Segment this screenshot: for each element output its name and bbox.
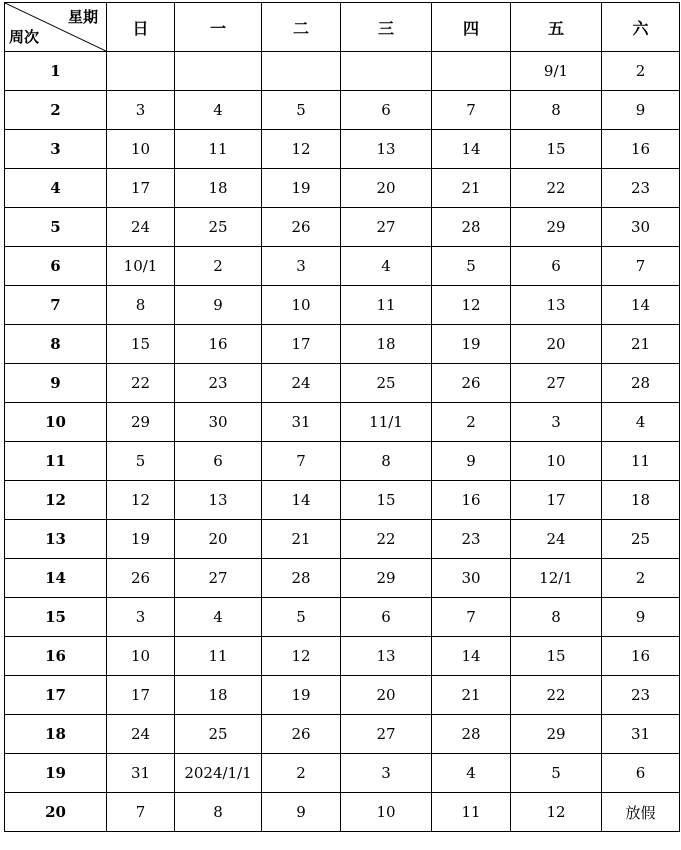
date-cell: 14 <box>432 637 511 676</box>
date-cell: 16 <box>175 325 262 364</box>
date-cell: 28 <box>262 559 341 598</box>
date-cell: 4 <box>175 598 262 637</box>
date-cell: 29 <box>511 208 602 247</box>
week-number: 17 <box>5 676 107 715</box>
date-cell: 4 <box>175 91 262 130</box>
table-row <box>5 559 680 598</box>
date-cell: 9 <box>602 91 680 130</box>
day-header-tue: 二 <box>262 3 341 52</box>
week-number: 20 <box>5 793 107 832</box>
date-cell: 13 <box>341 637 432 676</box>
date-cell: 28 <box>432 208 511 247</box>
date-cell: 24 <box>107 715 175 754</box>
date-cell: 2 <box>262 754 341 793</box>
date-cell: 8 <box>175 793 262 832</box>
date-cell: 6 <box>175 442 262 481</box>
date-cell: 5 <box>107 442 175 481</box>
date-cell: 9 <box>602 598 680 637</box>
date-cell: 16 <box>602 637 680 676</box>
day-header-thu: 四 <box>432 3 511 52</box>
date-cell: 28 <box>602 364 680 403</box>
date-cell: 30 <box>602 208 680 247</box>
table-row <box>5 130 680 169</box>
date-cell: 17 <box>511 481 602 520</box>
date-cell: 4 <box>432 754 511 793</box>
date-cell: 6 <box>602 754 680 793</box>
date-cell: 11 <box>432 793 511 832</box>
day-header-sun: 日 <box>107 3 175 52</box>
date-cell: 20 <box>175 520 262 559</box>
date-cell: 31 <box>262 403 341 442</box>
date-cell: 26 <box>432 364 511 403</box>
date-cell: 11 <box>175 130 262 169</box>
date-cell: 8 <box>511 598 602 637</box>
date-cell: 18 <box>175 676 262 715</box>
date-cell: 11/1 <box>341 403 432 442</box>
date-cell: 3 <box>511 403 602 442</box>
date-cell: 25 <box>175 208 262 247</box>
week-number: 14 <box>5 559 107 598</box>
date-cell: 28 <box>432 715 511 754</box>
date-cell: 2024/1/1 <box>175 754 262 793</box>
week-number: 12 <box>5 481 107 520</box>
date-cell: 17 <box>107 676 175 715</box>
header-row <box>5 3 680 52</box>
table-row <box>5 169 680 208</box>
date-cell: 7 <box>432 598 511 637</box>
date-cell: 4 <box>341 247 432 286</box>
date-cell: 5 <box>262 598 341 637</box>
table-row <box>5 598 680 637</box>
date-cell: 23 <box>432 520 511 559</box>
date-cell: 9/1 <box>511 52 602 91</box>
date-cell: 7 <box>602 247 680 286</box>
date-cell: 21 <box>602 325 680 364</box>
date-cell: 27 <box>511 364 602 403</box>
date-cell: 10 <box>341 793 432 832</box>
day-header-mon: 一 <box>175 3 262 52</box>
date-cell: 12 <box>432 286 511 325</box>
date-cell: 18 <box>341 325 432 364</box>
corner-header <box>5 3 107 52</box>
week-number: 5 <box>5 208 107 247</box>
date-cell: 22 <box>511 169 602 208</box>
date-cell: 11 <box>175 637 262 676</box>
date-cell: 20 <box>511 325 602 364</box>
date-cell: 2 <box>432 403 511 442</box>
date-cell: 15 <box>511 637 602 676</box>
week-number: 6 <box>5 247 107 286</box>
date-cell: 6 <box>341 91 432 130</box>
date-cell: 20 <box>341 169 432 208</box>
date-cell: 25 <box>341 364 432 403</box>
date-cell <box>432 52 511 91</box>
date-cell: 19 <box>262 676 341 715</box>
date-cell: 13 <box>341 130 432 169</box>
date-cell: 27 <box>175 559 262 598</box>
week-number: 11 <box>5 442 107 481</box>
table-row <box>5 715 680 754</box>
day-header-wed: 三 <box>341 3 432 52</box>
week-number: 16 <box>5 637 107 676</box>
date-cell: 27 <box>341 208 432 247</box>
date-cell: 12 <box>107 481 175 520</box>
date-cell: 26 <box>262 715 341 754</box>
date-cell: 10 <box>262 286 341 325</box>
date-cell: 5 <box>432 247 511 286</box>
table-row <box>5 403 680 442</box>
date-cell: 10 <box>107 637 175 676</box>
date-cell: 25 <box>602 520 680 559</box>
date-cell <box>341 52 432 91</box>
date-cell: 30 <box>432 559 511 598</box>
date-cell: 2 <box>602 52 680 91</box>
week-number: 13 <box>5 520 107 559</box>
day-header-sat: 六 <box>602 3 680 52</box>
date-cell: 8 <box>511 91 602 130</box>
date-cell: 12 <box>262 130 341 169</box>
date-cell: 17 <box>107 169 175 208</box>
date-cell: 13 <box>511 286 602 325</box>
week-number: 19 <box>5 754 107 793</box>
date-cell: 29 <box>341 559 432 598</box>
date-cell: 15 <box>341 481 432 520</box>
date-cell: 5 <box>262 91 341 130</box>
table-row <box>5 52 680 91</box>
date-cell <box>175 52 262 91</box>
date-cell: 31 <box>602 715 680 754</box>
date-cell: 7 <box>432 91 511 130</box>
date-cell: 14 <box>432 130 511 169</box>
date-cell: 5 <box>511 754 602 793</box>
date-cell: 9 <box>432 442 511 481</box>
date-cell: 3 <box>262 247 341 286</box>
date-cell: 19 <box>432 325 511 364</box>
day-header-fri: 五 <box>511 3 602 52</box>
date-cell: 9 <box>175 286 262 325</box>
week-number: 1 <box>5 52 107 91</box>
calendar-table <box>4 2 680 832</box>
date-cell: 29 <box>107 403 175 442</box>
date-cell: 2 <box>175 247 262 286</box>
date-cell: 6 <box>341 598 432 637</box>
date-cell: 放假 <box>602 793 680 832</box>
date-cell: 13 <box>175 481 262 520</box>
week-number: 3 <box>5 130 107 169</box>
date-cell: 7 <box>107 793 175 832</box>
date-cell: 8 <box>107 286 175 325</box>
date-cell: 24 <box>107 208 175 247</box>
week-number: 18 <box>5 715 107 754</box>
table-row <box>5 676 680 715</box>
date-cell: 3 <box>107 91 175 130</box>
week-number: 9 <box>5 364 107 403</box>
week-number: 10 <box>5 403 107 442</box>
date-cell: 22 <box>341 520 432 559</box>
date-cell: 31 <box>107 754 175 793</box>
corner-week-label: 周次 <box>9 28 40 46</box>
date-cell: 22 <box>511 676 602 715</box>
week-number: 8 <box>5 325 107 364</box>
table-row <box>5 286 680 325</box>
week-number: 15 <box>5 598 107 637</box>
date-cell <box>107 52 175 91</box>
date-cell: 22 <box>107 364 175 403</box>
date-cell: 15 <box>107 325 175 364</box>
table-row <box>5 208 680 247</box>
date-cell: 21 <box>432 676 511 715</box>
date-cell: 12/1 <box>511 559 602 598</box>
table-row <box>5 364 680 403</box>
date-cell: 7 <box>262 442 341 481</box>
date-cell: 27 <box>341 715 432 754</box>
calendar-body <box>5 52 680 832</box>
table-row <box>5 91 680 130</box>
date-cell: 6 <box>511 247 602 286</box>
date-cell: 24 <box>511 520 602 559</box>
date-cell: 23 <box>602 169 680 208</box>
table-row <box>5 442 680 481</box>
table-row <box>5 520 680 559</box>
date-cell: 4 <box>602 403 680 442</box>
table-row <box>5 481 680 520</box>
date-cell: 15 <box>511 130 602 169</box>
date-cell: 23 <box>602 676 680 715</box>
date-cell: 25 <box>175 715 262 754</box>
date-cell: 9 <box>262 793 341 832</box>
date-cell: 16 <box>602 130 680 169</box>
table-row <box>5 793 680 832</box>
date-cell: 21 <box>262 520 341 559</box>
date-cell: 3 <box>341 754 432 793</box>
table-row <box>5 247 680 286</box>
date-cell: 3 <box>107 598 175 637</box>
corner-weekday-label: 星期 <box>67 8 98 26</box>
date-cell: 14 <box>602 286 680 325</box>
week-number: 4 <box>5 169 107 208</box>
date-cell: 26 <box>262 208 341 247</box>
week-number: 7 <box>5 286 107 325</box>
date-cell: 10 <box>107 130 175 169</box>
date-cell: 30 <box>175 403 262 442</box>
date-cell: 12 <box>511 793 602 832</box>
date-cell: 8 <box>341 442 432 481</box>
date-cell: 16 <box>432 481 511 520</box>
date-cell: 2 <box>602 559 680 598</box>
date-cell: 20 <box>341 676 432 715</box>
date-cell: 14 <box>262 481 341 520</box>
table-row <box>5 637 680 676</box>
date-cell: 21 <box>432 169 511 208</box>
table-row <box>5 754 680 793</box>
date-cell: 24 <box>262 364 341 403</box>
date-cell: 12 <box>262 637 341 676</box>
date-cell: 10/1 <box>107 247 175 286</box>
date-cell: 18 <box>175 169 262 208</box>
date-cell: 18 <box>602 481 680 520</box>
date-cell <box>262 52 341 91</box>
table-row <box>5 325 680 364</box>
date-cell: 17 <box>262 325 341 364</box>
date-cell: 26 <box>107 559 175 598</box>
date-cell: 11 <box>602 442 680 481</box>
date-cell: 29 <box>511 715 602 754</box>
date-cell: 11 <box>341 286 432 325</box>
date-cell: 10 <box>511 442 602 481</box>
date-cell: 19 <box>107 520 175 559</box>
week-number: 2 <box>5 91 107 130</box>
date-cell: 19 <box>262 169 341 208</box>
date-cell: 23 <box>175 364 262 403</box>
